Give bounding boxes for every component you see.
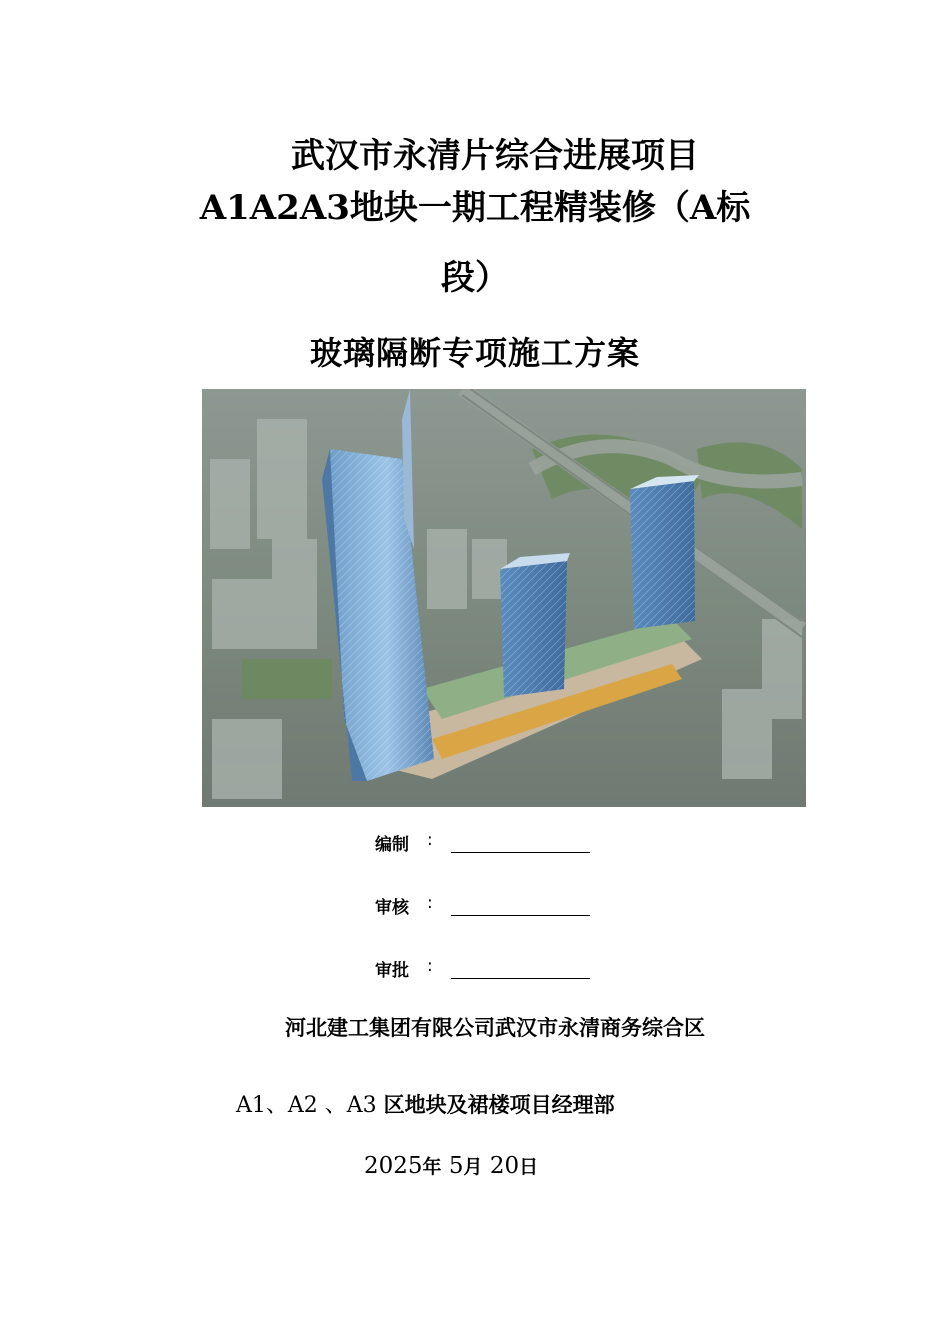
date-month: 5 — [448, 1153, 464, 1179]
compiler-signature-line — [451, 852, 590, 853]
signature-row-compiler — [375, 830, 675, 860]
date-month-unit: 月 — [463, 1156, 483, 1178]
approver-label: 审批 — [375, 961, 409, 981]
reviewer-signature-line — [451, 915, 590, 916]
building-rendering-image — [202, 389, 806, 807]
date-day: 20 — [489, 1153, 520, 1179]
department-name: 区地块及裙楼项目经理部 — [383, 1093, 615, 1117]
approver-signature-line — [451, 978, 590, 979]
organization-line-1: 河北建工集团有限公司武汉市永清商务综合区 — [285, 1016, 705, 1040]
date-day-unit: 日 — [519, 1156, 539, 1178]
date-year-unit: 年 — [422, 1156, 442, 1178]
project-title-line-3: 段） — [441, 258, 509, 298]
compiler-label: 编制 — [375, 835, 409, 855]
approver-colon: : — [427, 956, 433, 976]
document-date — [364, 1152, 538, 1179]
project-title-line-2: A1A2A3地块一期工程精装修（A标 — [199, 188, 751, 228]
project-title-line-1: 武汉市永清片综合进展项目 — [291, 136, 699, 176]
compiler-colon: : — [427, 830, 433, 850]
date-year: 2025 — [364, 1153, 423, 1179]
signature-row-reviewer — [375, 893, 675, 923]
organization-line-2 — [236, 1088, 615, 1119]
reviewer-label: 审核 — [375, 898, 409, 918]
signature-row-approver — [375, 956, 675, 986]
reviewer-colon: : — [427, 893, 433, 913]
document-subtitle: 玻璃隔断专项施工方案 — [309, 334, 640, 372]
block-codes: A1、A2 、A3 — [236, 1093, 377, 1118]
